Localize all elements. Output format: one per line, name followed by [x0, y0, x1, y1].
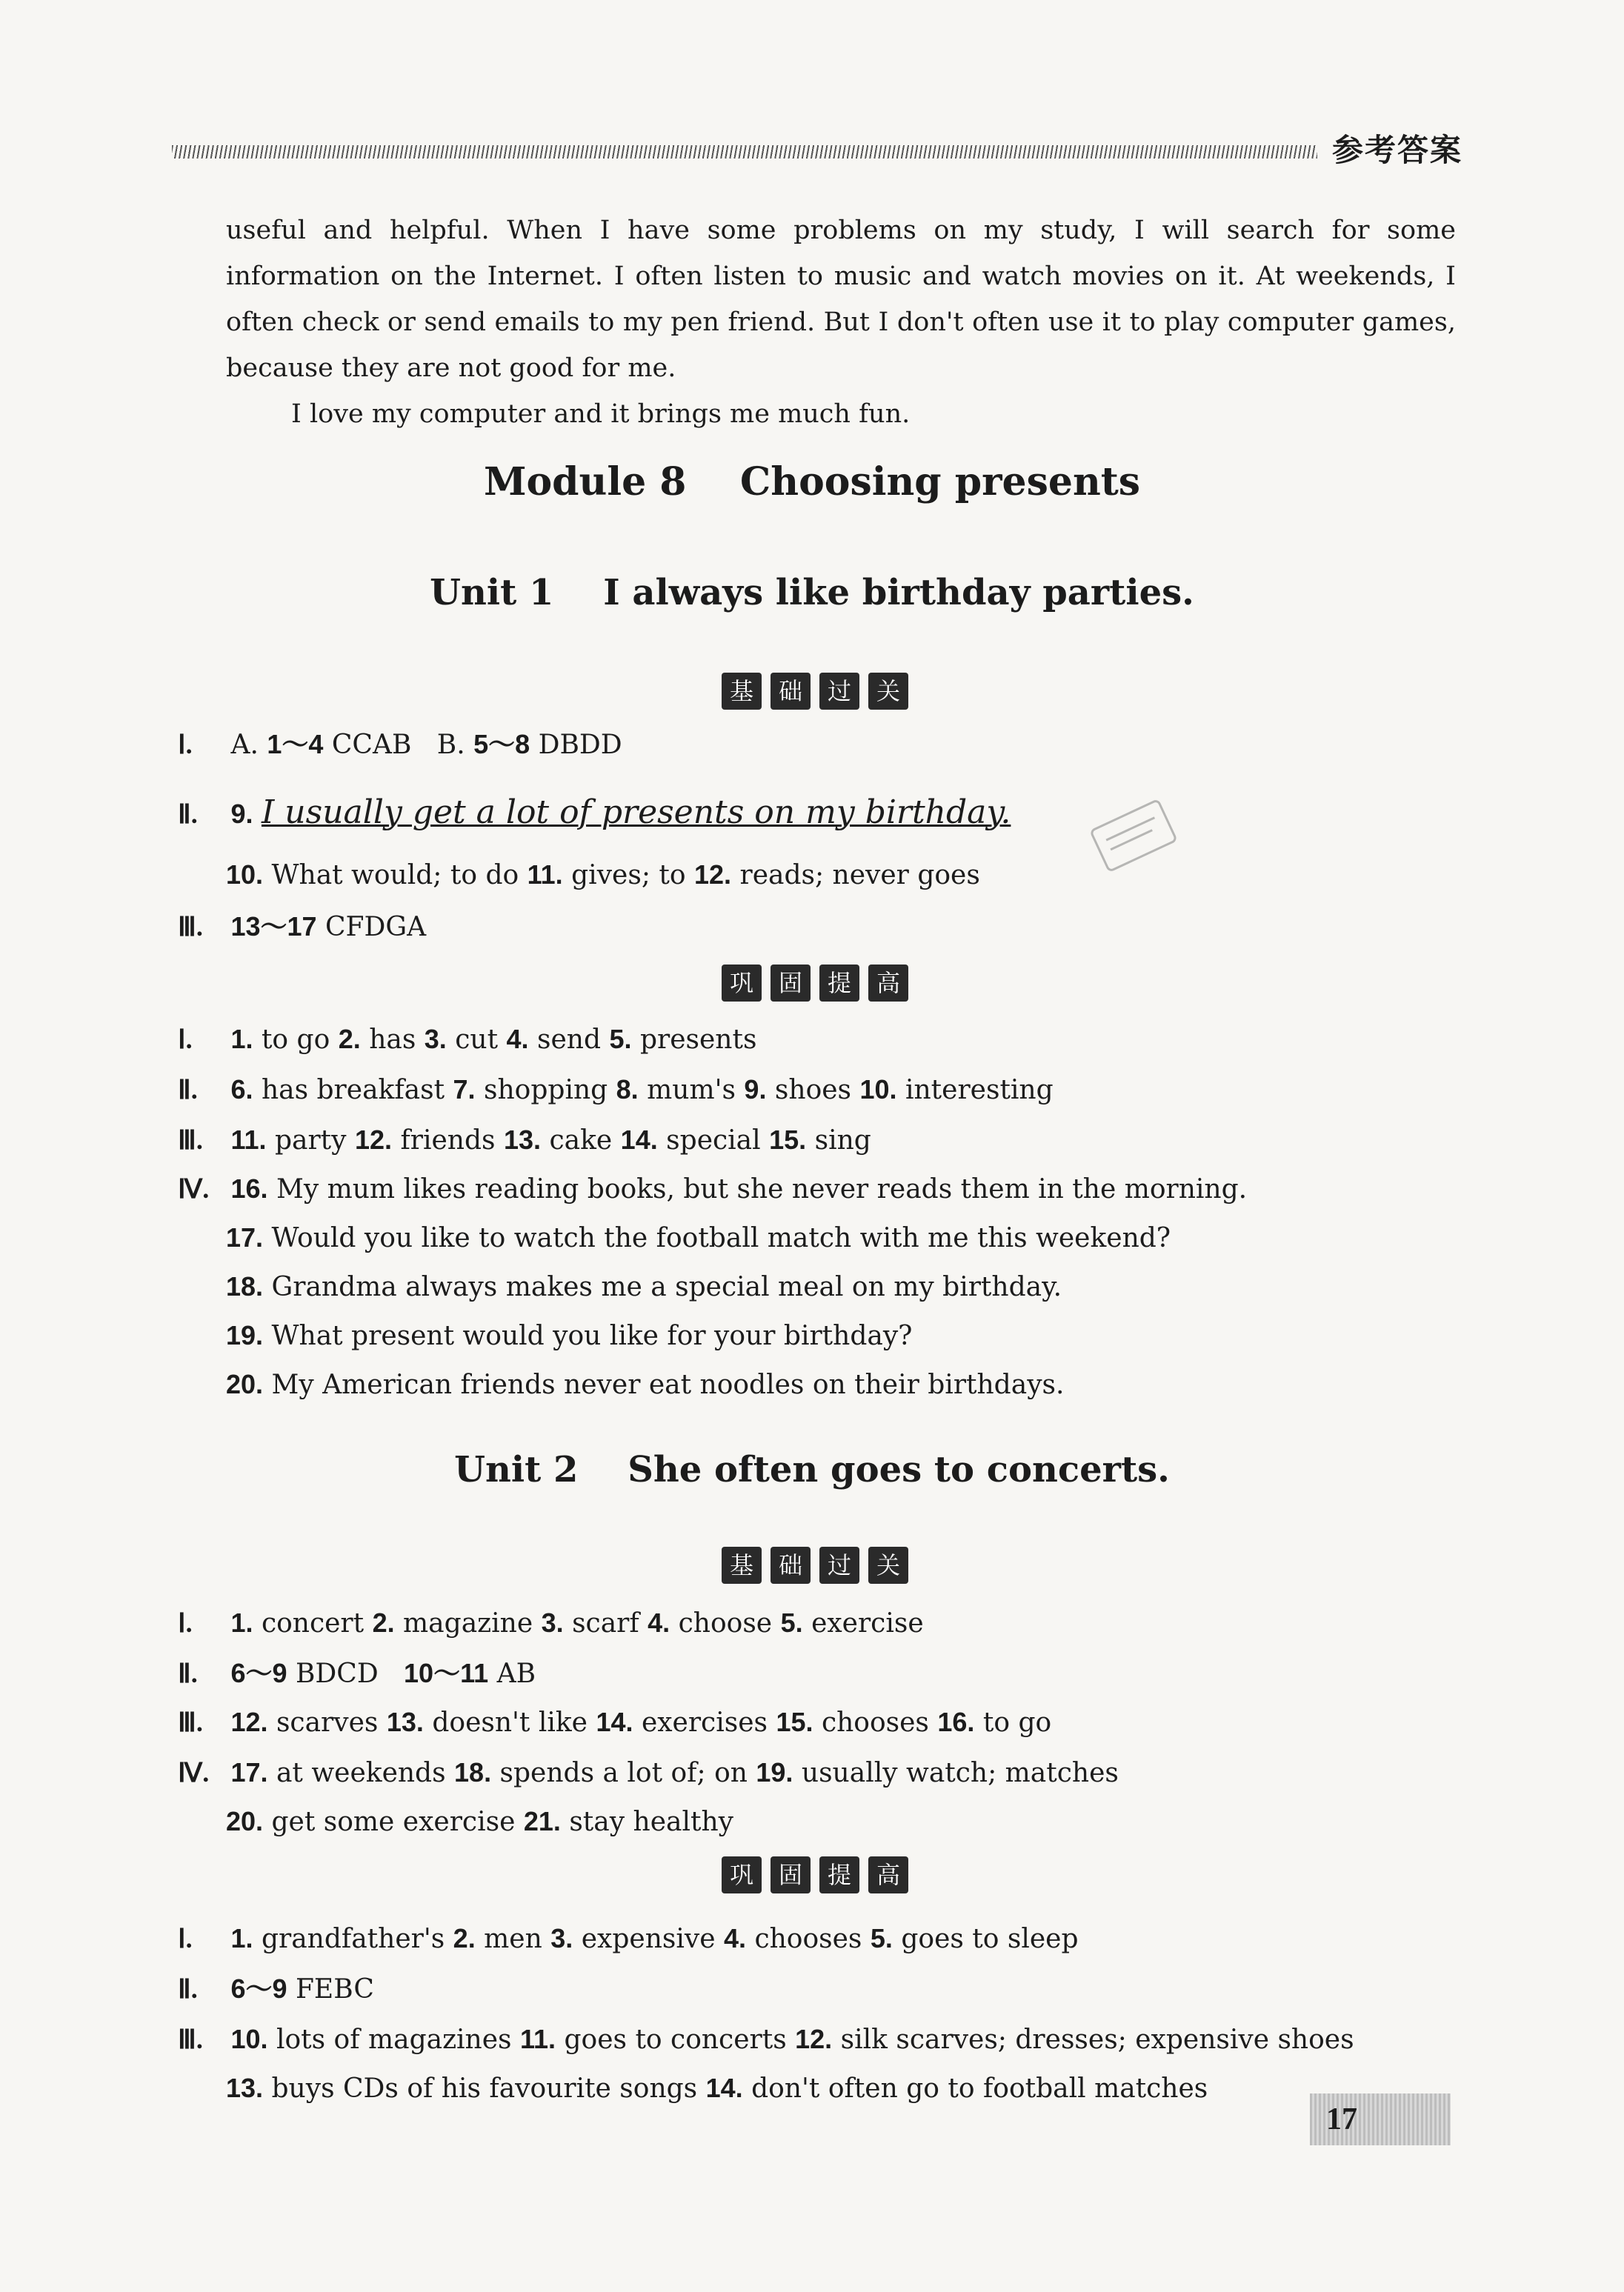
- answer-line: Ⅲ. 11. party 12. friends 13. cake 14. special 15. sing: [178, 1125, 871, 1156]
- header-title: 参考答案: [1332, 132, 1463, 168]
- answer-line: Ⅱ. 6～9 FEBC: [178, 1973, 374, 2005]
- answer-line: Ⅳ. 17. at weekends 18. spends a lot of; on 19. usually watch; matches: [178, 1757, 1119, 1788]
- answer-line: Ⅰ. A. 1～4 CCAB B. 5～8 DBDD: [178, 729, 622, 760]
- unit2-advance-badge: [0, 1856, 1624, 1893]
- answer-line: 20. get some exercise 21. stay healthy: [226, 1806, 733, 1837]
- module-title: Module 8 Choosing presents: [483, 459, 1141, 504]
- badge-char: 关: [868, 1547, 908, 1584]
- answer-line-handwriting: Ⅱ. 9. I usually get a lot of presents on my birthday.: [178, 793, 1011, 831]
- badge-char: 固: [771, 1856, 811, 1893]
- answer-line: 20. My American friends never eat noodles on their birthdays.: [226, 1369, 1065, 1400]
- answer-line: 18. Grandma always makes me a special meal on my birthday.: [226, 1271, 1062, 1302]
- badge-char: 高: [868, 965, 908, 1002]
- watermark-stamp-icon: [1082, 791, 1185, 880]
- unit1-advance-badge: [0, 965, 1624, 1002]
- handwritten-answer: I usually get a lot of presents on my birthday.: [261, 793, 1011, 831]
- unit2-basic-badge: [0, 1547, 1624, 1584]
- badge-char: 过: [819, 673, 859, 710]
- answer-line: 10. What would; to do 11. gives; to 12. reads; never goes: [226, 859, 980, 890]
- answer-line: Ⅱ. 6～9 BDCD 10～11 AB: [178, 1658, 536, 1689]
- badge-char: 础: [771, 673, 811, 710]
- badge-char: 基: [722, 1547, 762, 1584]
- answer-line: Ⅲ. 10. lots of magazines 11. goes to concerts 12. silk scarves; dresses; expensive shoes: [178, 2024, 1354, 2055]
- badge-char: 提: [819, 965, 859, 1002]
- answer-line: Ⅱ. 6. has breakfast 7. shopping 8. mum's 9. shoes 10. interesting: [178, 1074, 1054, 1105]
- answer-line: 17. Would you like to watch the football match with me this weekend?: [226, 1222, 1171, 1253]
- badge-char: 础: [771, 1547, 811, 1584]
- answer-line: Ⅰ. 1. concert 2. magazine 3. scarf 4. choose 5. exercise: [178, 1608, 924, 1639]
- badge-char: 高: [868, 1856, 908, 1893]
- answer-line: Ⅳ. 16. My mum likes reading books, but she never reads them in the morning.: [178, 1173, 1248, 1205]
- badge-char: 固: [771, 965, 811, 1002]
- answer-line: 13. buys CDs of his favourite songs 14. don't often go to football matches: [226, 2073, 1208, 2104]
- unit2-title: Unit 2 She often goes to concerts.: [454, 1449, 1170, 1490]
- answer-line: Ⅲ. 13～17 CFDGA: [178, 911, 427, 942]
- page-number: 17: [1310, 2093, 1451, 2145]
- badge-char: 提: [819, 1856, 859, 1893]
- answer-line: 19. What present would you like for your birthday?: [226, 1320, 913, 1351]
- badge-char: 基: [722, 673, 762, 710]
- badge-char: 巩: [722, 1856, 762, 1893]
- header-rule: [172, 145, 1317, 159]
- intro-closing: I love my computer and it brings me much fun.: [291, 399, 911, 429]
- unit1-title: Unit 1 I always like birthday parties.: [430, 572, 1194, 613]
- unit1-basic-badge: [0, 673, 1624, 710]
- answer-line: Ⅲ. 12. scarves 13. doesn't like 14. exercises 15. chooses 16. to go: [178, 1707, 1052, 1738]
- answer-line: Ⅰ. 1. grandfather's 2. men 3. expensive 4. chooses 5. goes to sleep: [178, 1923, 1079, 1954]
- intro-paragraph: useful and helpful. When I have some problems on my study, I will search for some information on the Internet. I often listen to music and watch movies on it. At weekends, I often check or send emails to my pen friend. But I don't often use it to play computer games, because they are not good for me.: [226, 216, 1456, 383]
- answer-line: Ⅰ. 1. to go 2. has 3. cut 4. send 5. presents: [178, 1024, 757, 1055]
- badge-char: 过: [819, 1547, 859, 1584]
- badge-char: 关: [868, 673, 908, 710]
- badge-char: 巩: [722, 965, 762, 1002]
